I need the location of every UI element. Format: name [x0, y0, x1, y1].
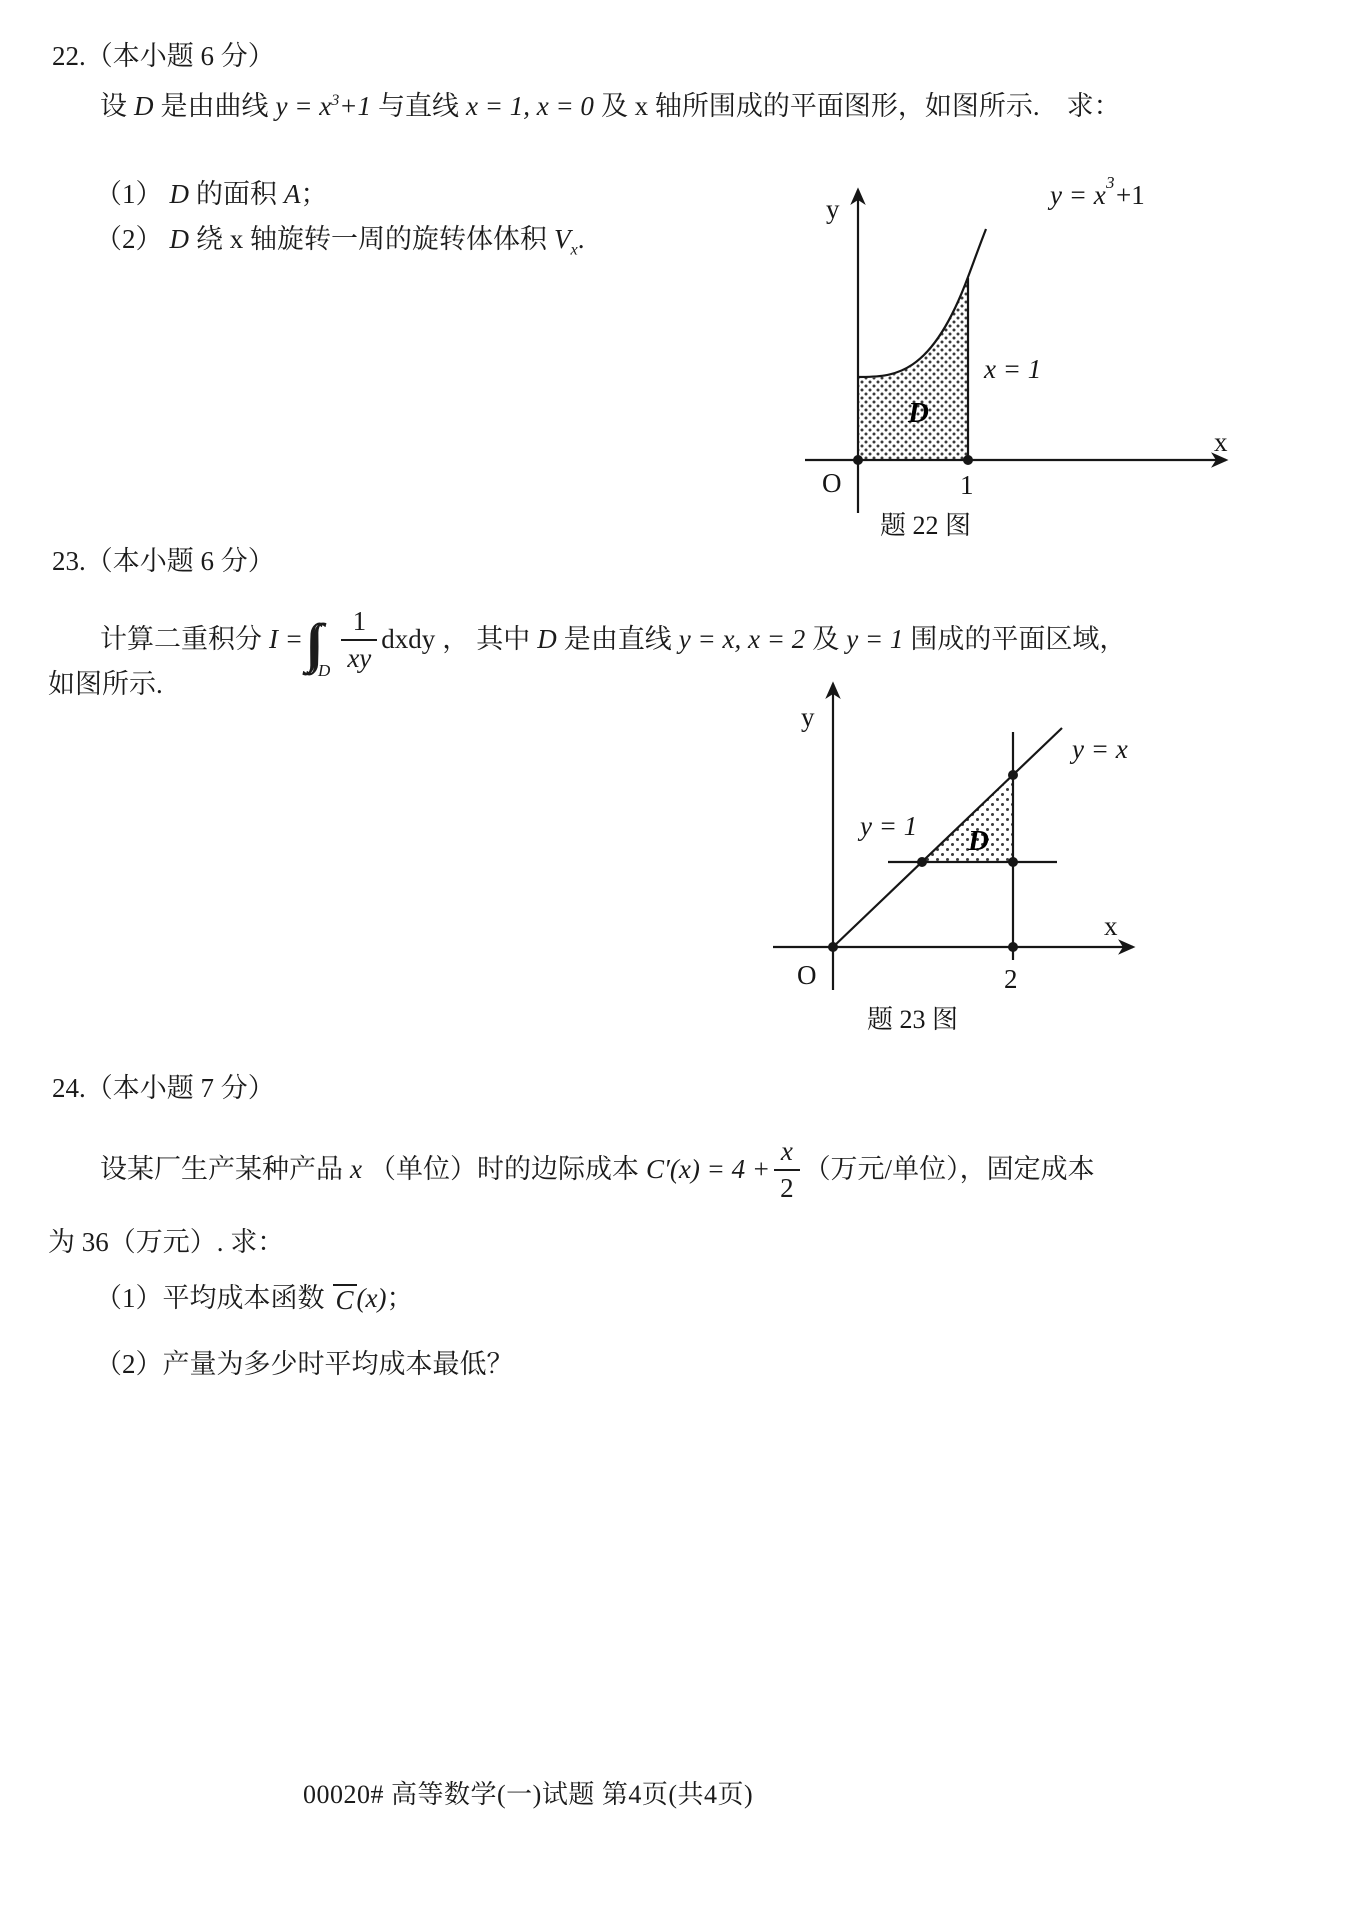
question-24-line-2: 为 36（万元）. 求：: [48, 1227, 285, 1257]
fig23-y-axis-label: y: [801, 702, 815, 732]
q22-item2-number: （2）: [95, 224, 163, 254]
fig22-caption: 题 22 图: [880, 511, 972, 540]
q23-mid-text-3: 及: [812, 624, 840, 655]
fig23-dot-2-1: [1008, 857, 1018, 867]
q22-intro-text-4: 及 x 轴所围成的平面图形，如图所示. 求：: [600, 91, 1121, 121]
fig22-curve-label-exponent: 3: [1106, 173, 1115, 192]
question-24-item-2: [95, 1348, 514, 1382]
fig23-dot-2-2: [1008, 770, 1018, 780]
q24-fraction-numerator: x: [780, 1136, 793, 1166]
q24-item2-number: （2）: [95, 1349, 163, 1379]
figure-23: [740, 672, 1180, 1050]
q23-lines-equation-2: y = 1: [846, 624, 904, 655]
fig22-region-label-D: D: [908, 397, 929, 429]
q22-curve-equation-tail: +1: [339, 91, 372, 121]
fig23-hline-label: y = 1: [860, 811, 918, 841]
q22-item2-end: .: [577, 224, 585, 254]
fig23-dot-2-0: [1008, 942, 1018, 952]
q22-item2-text: 绕 x 轴旋转一周的旋转体体积: [196, 224, 547, 254]
double-integral: [309, 613, 331, 680]
question-22-header: 22.（本小题 6 分）: [52, 41, 275, 71]
fig22-shaded-region-D: [858, 278, 968, 460]
q22-item1-number: （1）: [95, 179, 163, 209]
q24-var-x: x: [350, 1154, 362, 1185]
q22-item1-text: 的面积: [196, 179, 277, 209]
fig22-curve-label-base: y = x: [1050, 180, 1106, 210]
q23-fraction: [341, 608, 377, 672]
question-22-item-1: [95, 178, 328, 212]
fig23-tick-2: 2: [1004, 964, 1018, 994]
question-23-header: 23.（本小题 6 分）: [52, 546, 275, 576]
fig22-origin-dot: [853, 455, 863, 465]
q23-mid-text-1: 其中: [476, 624, 531, 655]
q23-fraction-numerator: 1: [352, 606, 367, 636]
q22-intro-text-2: 是由曲线: [160, 91, 269, 121]
q23-dxdy: dxdy: [381, 624, 436, 655]
figure-22: [760, 160, 1240, 550]
question-24-item-1: [95, 1282, 413, 1316]
question-24-header: 24.（本小题 7 分）: [52, 1073, 275, 1103]
q24-item1-end: ；: [386, 1283, 414, 1313]
q22-intro-var-D: D: [134, 91, 154, 121]
q24-item1-text: 平均成本函数: [162, 1283, 325, 1313]
q24-item1-number: （1）: [95, 1283, 163, 1313]
q24-text-3: （万元/单位），固定成本: [803, 1154, 1095, 1185]
page-footer: 00020# 高等数学(一)试题 第4页(共4页): [303, 1780, 754, 1809]
fig23-region-label-D: D: [968, 825, 989, 857]
fig22-tick-1: 1: [960, 470, 974, 500]
question-22-item-2: [95, 223, 584, 257]
q24-text-2: （单位）时的边际成本: [368, 1154, 639, 1185]
fig22-vline-label: x = 1: [984, 354, 1042, 384]
q23-comma: ，: [442, 624, 470, 655]
question-24-line-1: [100, 1128, 1095, 1212]
q22-intro-text-1: 设: [100, 91, 127, 121]
fig22-curve-label-tail: +1: [1116, 180, 1145, 210]
q24-average-cost-C-bar: C: [333, 1284, 357, 1314]
q23-var-D: D: [537, 624, 557, 655]
q22-item1-var-D: D: [169, 179, 189, 209]
q22-intro-text-3: 与直线: [378, 91, 460, 121]
q22-item1-var-A: A: [284, 179, 301, 209]
q23-mid-text-4: 围成的平面区域，: [910, 624, 1127, 655]
q23-I-equals: I =: [269, 624, 303, 655]
fig23-origin-dot: [828, 942, 838, 952]
q24-fraction-denominator: 2: [774, 1169, 800, 1202]
fig23-caption: 题 23 图: [867, 1005, 959, 1034]
fig23-diagonal-label: y = x: [1072, 734, 1128, 764]
q24-item2-text: 产量为多少时平均成本最低？: [162, 1349, 514, 1379]
fig22-x-axis-label: x: [1214, 427, 1228, 457]
q24-text-1: 设某厂生产某种产品: [100, 1154, 343, 1185]
q24-marginal-cost-equation: C′(x) = 4 +: [645, 1154, 771, 1185]
q22-curve-equation: $y = x^3$: [275, 91, 340, 121]
q23-see-figure-text: 如图所示.: [48, 669, 163, 699]
q22-item1-end: ；: [300, 179, 328, 209]
fig23-origin-label: O: [797, 960, 817, 990]
q23-lead-text: 计算二重积分: [100, 624, 262, 655]
fig23-dot-1-1: [917, 857, 927, 867]
q22-item2-var-D: D: [169, 224, 189, 254]
q23-fraction-denominator: xy: [341, 639, 377, 672]
double-integral-domain: D: [317, 660, 331, 680]
fig23-x-axis-label: x: [1104, 911, 1118, 941]
fig22-x1-dot: [963, 455, 973, 465]
question-22-intro: [100, 90, 1121, 124]
q22-lines-equation: x = 1, x = 0: [466, 91, 594, 121]
q24-fraction: [774, 1138, 800, 1202]
q22-item2-var-V: $V_x$: [554, 224, 578, 259]
q23-mid-text-2: 是由直线: [563, 624, 672, 655]
q23-lines-equation-1: y = x, x = 2: [678, 624, 806, 655]
fig22-origin-label: O: [822, 468, 842, 498]
q24-average-cost-arg: (x): [356, 1283, 387, 1313]
fig22-y-axis-label: y: [826, 194, 840, 224]
